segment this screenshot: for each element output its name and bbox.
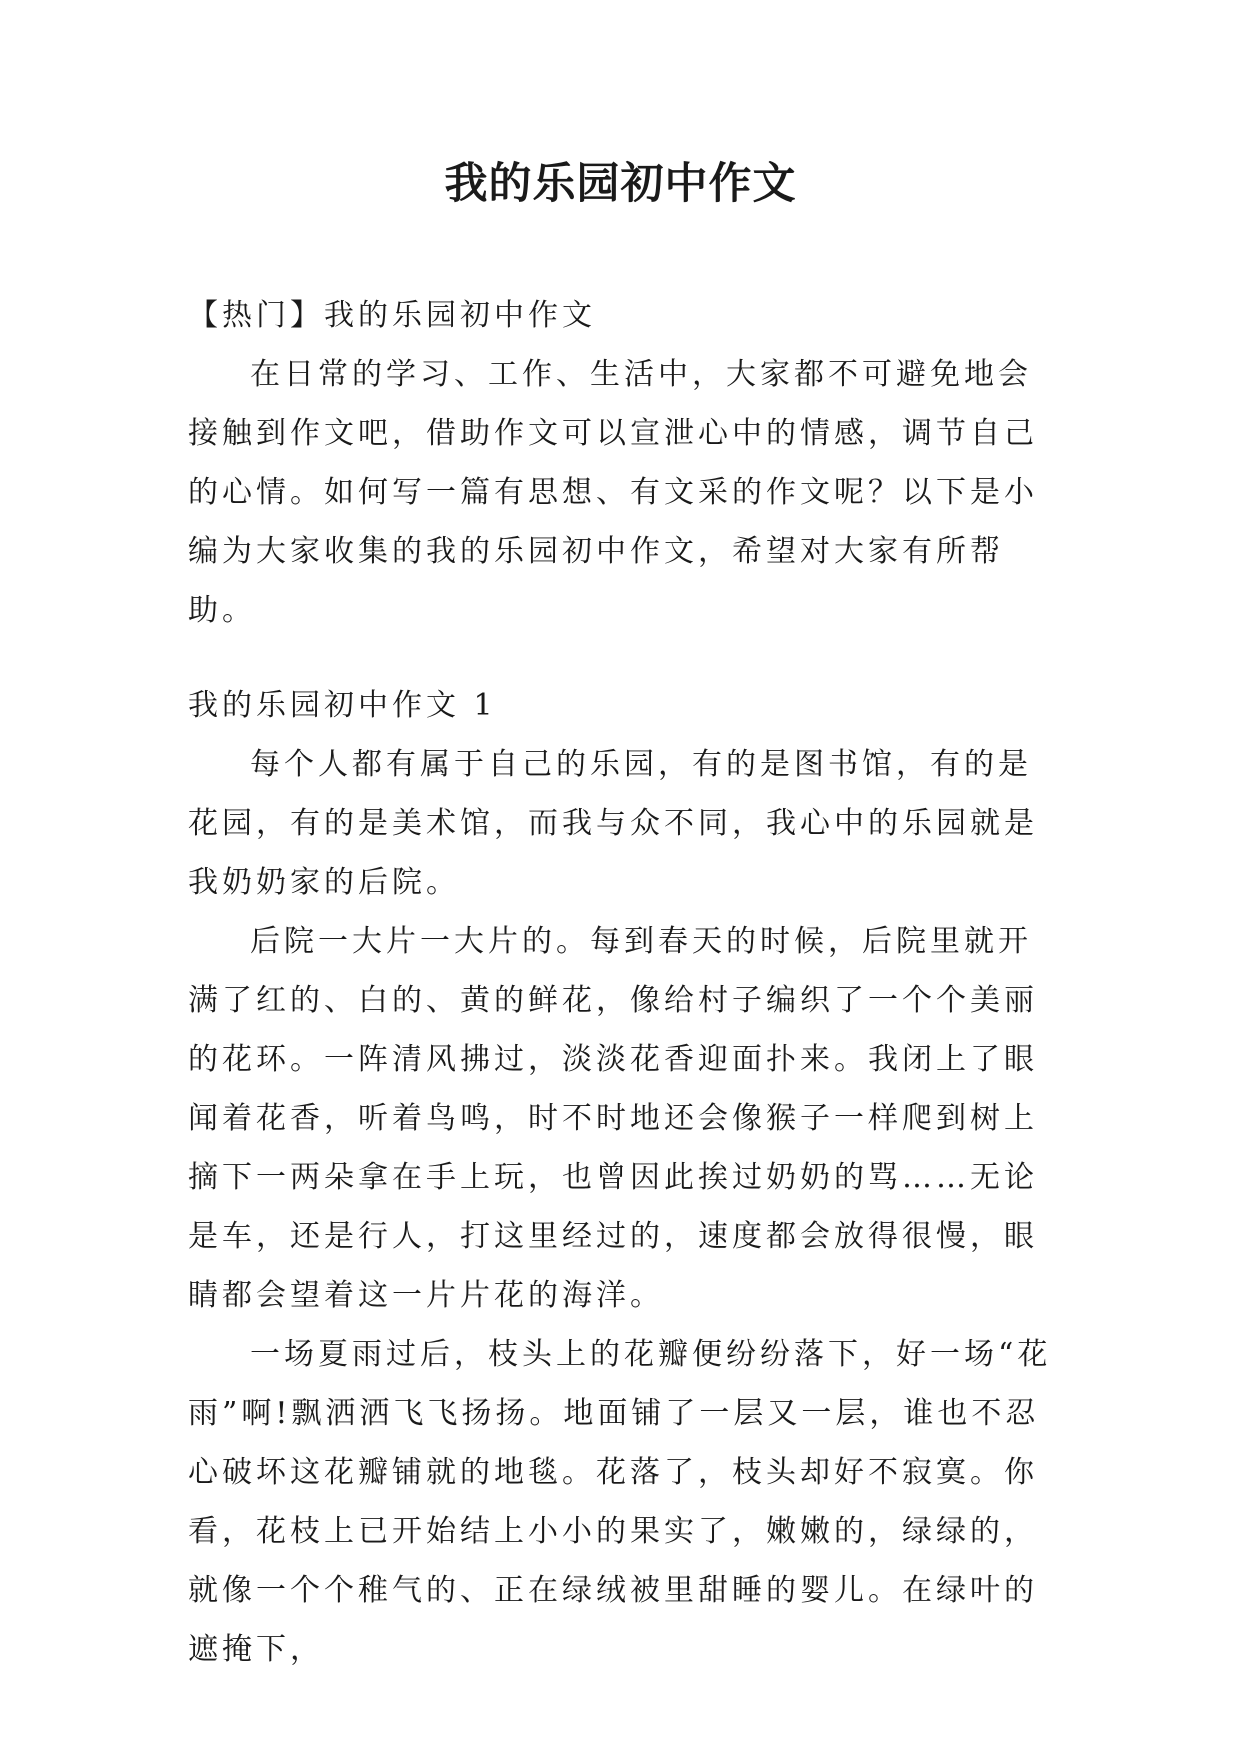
intro-paragraph: 在日常的学习、工作、生活中，大家都不可避免地会接触到作文吧，借助作文可以宣泄心中的情感，调节自己的心情。如何写一篇有思想、有文采的作文呢？以下是小编为大家收集的我的乐园初中作文，希望对大家有所帮助。 — [188, 357, 1038, 628]
section-heading: 我的乐园初中作文 1 — [188, 688, 497, 723]
document-title: 我的乐园初中作文 — [444, 159, 797, 209]
body-paragraph-3: 一场夏雨过后，枝头上的花瓣便纷纷落下，好一场“花雨”啊!飘洒洒飞飞扬扬。地面铺了一层又一层，谁也不忍心破坏这花瓣铺就的地毯。花落了，枝头却好不寂寞。你看，花枝上已开始结上小小的果实了，嫩嫩的，绿绿的，就像一个个稚气的、正在绿绒被里甜睡的婴儿。在绿叶的遮掩下， — [188, 1337, 1052, 1667]
section-spacer — [188, 640, 1054, 676]
document-body — [188, 286, 1054, 1679]
body-paragraph-1: 每个人都有属于自己的乐园，有的是图书馆，有的是花园，有的是美术馆，而我与众不同，我心中的乐园就是我奶奶家的后院。 — [188, 747, 1038, 900]
body-paragraph-2: 后院一大片一大片的。每到春天的时候，后院里就开满了红的、白的、黄的鲜花，像给村子编织了一个个美丽的花环。一阵清风拂过，淡淡花香迎面扑来。我闭上了眼闻着花香，听着鸟鸣，时不时地还会像猴子一样爬到树上摘下一两朵拿在手上玩，也曾因此挨过奶奶的骂……无论是车，还是行人，打这里经过的，速度都会放得很慢，眼睛都会望着这一片片花的海洋。 — [188, 924, 1038, 1313]
tag-line: 【热门】我的乐园初中作文 — [188, 298, 596, 333]
